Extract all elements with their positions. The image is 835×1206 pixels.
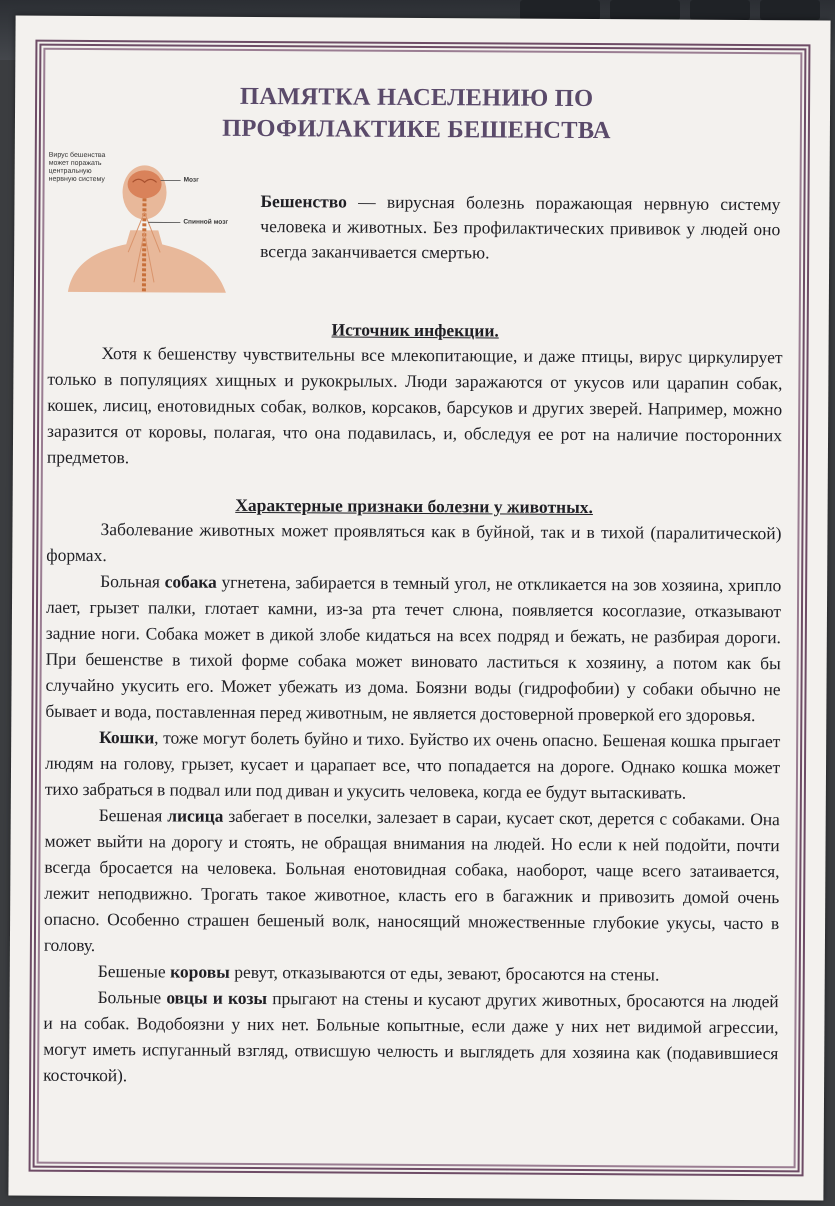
source-paragraph: Хотя к бешенству чувствительны все млекопитающие, и даже птицы, вирус циркулирует только в популяциях хищных и рукокрылых. Люди заражаются от укусов или царапин собак, кошек, лисиц, енотовидных собак, волков, корсаков, барсуков и других зверей. Например, можно заразится от коровы, полагая, что она подавилась, и, обследуя ее рот на наличие посторонних предметов.	[46, 343, 783, 468]
sheep-lead: Больные	[97, 987, 167, 1008]
dog-paragraph	[45, 568, 781, 728]
sheep-text: прыгают на стены и кусают других животных, бросаются на людей и на собак. Водобоязни у них нет. Больные копытные, если даже у них нет видимой агрессии, могут иметь испуганный взгляд, отвисшую челюсть и выглядеть для хозяина как (подавившиеся косточкой).	[43, 988, 779, 1086]
body-silhouette	[68, 230, 226, 293]
intro-section	[48, 152, 784, 306]
cow-text: ревут, отказываются от еды, зевают, бросаются на стены.	[229, 961, 660, 985]
dog-text: угнетена, забирается в темный угол, не откликается на зов хозяина, хрипло лает, грызет палки, глотает камни, из-за рта течет слюна, появляется косоглазие, отказывают задние ноги. Собака может в дикой злобе кидаться на всех подряд и бежать, не разбирая дороги. При бешенстве в тихой форме собака может виновато ластиться к хозяину, а потом как бы случайно укусить его. Может убежать из дома. Боязни воды (гидрофобии) у собаки обычно не бывает и вода, поставленная перед животным, не является достоверной проверкой его здоровья.	[45, 571, 782, 726]
dog-lead: Больная	[100, 571, 165, 592]
brain-label: Мозг	[183, 176, 199, 184]
section-heading-signs: Характерные признаки болезни у животных.	[235, 494, 594, 518]
cat-term: Кошки	[99, 727, 155, 748]
keyboard-key	[610, 0, 680, 20]
fox-lead: Бешеная	[98, 805, 168, 826]
definition-text: — вирусная болезнь поражающая нервную систему человека и животных. Без профилактических прививок у людей оно всегда заканчивается смертью.	[260, 191, 781, 263]
cow-lead: Бешеные	[97, 961, 171, 982]
nervous-system-illustration	[48, 152, 239, 298]
keyboard-key	[520, 0, 600, 20]
page-content	[43, 80, 784, 1092]
fox-term: лисица	[167, 805, 224, 826]
dog-term: собака	[164, 571, 217, 592]
brain-shape	[127, 170, 161, 198]
figure-caption: Вирус бешенства может поражать центральную нервную систему	[48, 151, 106, 184]
cow-term: коровы	[170, 961, 230, 982]
term-rabies: Бешенство	[260, 191, 347, 212]
spine-label: Спинной мозг	[183, 218, 229, 226]
fox-paragraph	[44, 802, 780, 962]
cat-text: , тоже могут болеть буйно и тихо. Буйство их очень опасно. Бешеная кошка прыгает людям на голову, грызет, кусает и царапает все, что попадается на дороге. Однако кошка может тихо забраться в подвал или под диван и укусить человека, когда ее будут вытаскивать.	[44, 727, 781, 803]
section-heading-source: Источник инфекции.	[331, 319, 499, 341]
fox-text: забегает в поселки, залезает в сараи, кусает скот, дерется с собаками. Она может выйти на дорогу и стоять, не обращая внимания на людей. Но если к ней подойти, почти всегда бросается на человека. Больная енотовидная собака, наоборот, чаще всего затаивается, лежит неподвижно. Трогать такое животное, класть его в багажник и привозить домой очень опасно. Особенно страшен бешеный волк, наносящий множественные глубокие укусы, часто в голову.	[43, 805, 780, 956]
cat-paragraph	[45, 724, 780, 806]
page-title: ПАМЯТКА НАСЕЛЕНИЮ ПО ПРОФИЛАКТИКЕ БЕШЕНСТВА	[222, 82, 611, 145]
signs-intro-paragraph: Заболевание животных может проявляться как в буйной, так и в тихой (паралитической) формах.	[46, 519, 782, 566]
leaflet-page	[8, 16, 830, 1201]
rabies-definition	[260, 189, 780, 267]
sheep-paragraph	[43, 984, 779, 1092]
keyboard-key	[760, 0, 820, 20]
keyboard-key	[690, 0, 750, 20]
sheep-term: овцы и козы	[166, 987, 268, 1009]
